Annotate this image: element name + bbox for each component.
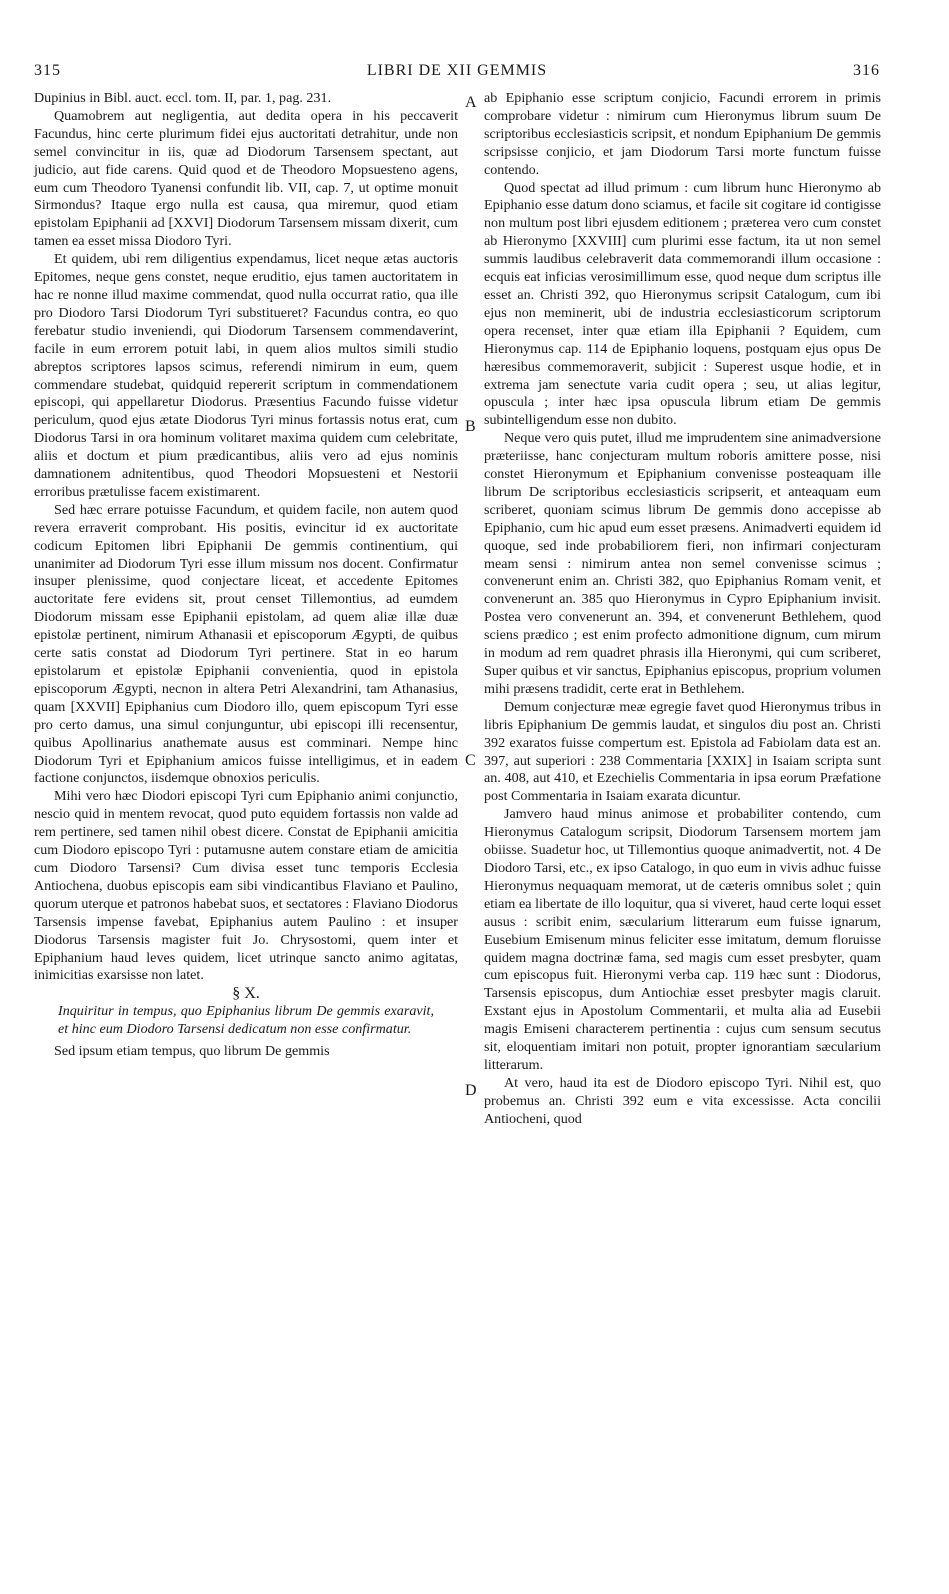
paragraph: Sed ipsum etiam tempus, quo librum De gemmis — [54, 1043, 330, 1060]
paragraph: Neque vero quis putet, illud me imprudentem sine animadversione præteriisse, hanc conjecturam multum roboris amittere posse, nisi constet Hieronymum et Epiphanium convenisse posteaquam ille librum De scriptoribus ecclesiasticis scripserit, et anteaquam eum scriberet, quoniam scimus librum De gemmis dono accepisse ab Epiphanio, cum hic apud eum esset præsens. Animadverti equidem id quoque, sed inde probabiliorem fieri, non infirmari conjecturam meam sensi : nimirum antea non semel convenisse scimus ; convenerunt enim an. Christi 382, quo Epiphanius Romam venit, et convenerunt an. 385 quo Hieronymus in Cypro Epiphanium invisit. Postea vero convenerunt an. 394, et convenerunt Bethlehem, quod sciens prædico ; est enim profecto admonitione dignum, cum mirum in modum ad rem quadret phrasis illa Hieronymi, qui cum scriberet, Super quibus et vir sanctus, Epiphanius episcopus, proprium volumen mihi præsens tradidit, certe erat in Bethlehem. — [484, 430, 881, 697]
paragraph: Et quidem, ubi rem diligentius expendamus, licet neque ætas auctoris Epitomes, neque gens constet, neque eruditio, ejus tamen auctoritatem in hac re nonne illud maxime commendat, quod nulla occurrat ratio, qua ille pro Diodoro Tarsi Diodorum Tyri substitueret? Facundus contra, eo quo ferebatur studio inveniendi, qui Diodorum Tarsensem commendaverint, facile in eum errorem potuit labi, in quem alios multos simili studio abreptos scriptores lapsos scimus, referendi nimirum in eum, quem commendare studebat, quidquid repererit scriptum in commendationem episcopi, qui appellaretur Diodorus. Præsentius Facundo fuisse videtur periculum, quod ejus ætate Diodorus Tyri minus fortassis notus erat, cum Diodorus Tarsi in ora hominum volitaret maxima quidem cum celebritate, aliis et doctum et pium prædicantibus, aliis vero ad ejus nominis damnationem adnitentibus, quod Theodori Mopsuesteni et Nestorii erroribus prætulisse facem existimarent. — [34, 251, 458, 500]
paragraph: ab Epiphanio esse scriptum conjicio, Facundi errorem in primis comprobare videtur : nimirum cum Hieronymus librum suum De scriptoribus ecclesiasticis scripsit, et nondum Epiphanium De gemmis scripsisse conjicio, et jam Diodorum Tarsi morte functum fuisse contendo. — [484, 90, 881, 178]
margin-letter-a: A — [465, 94, 477, 111]
paragraph: Quod spectat ad illud primum : cum librum hunc Hieronymo ab Epiphanio esse datum dono sciamus, et facile sit cogitare id contigisse non multum post libri ejusdem editionem ; præterea vero cum constet ab Hieronymo [XXVIII] cum plurimi esse factum, ita ut non semel summis laudibus celebraverit data commemorandi illum occasione : ecquis eat inficias verosimillimum esse, quod neque dum scriptus ille esset an. Christi 392, quo Hieronymus scripsit Catalogum, cum ibi ejus non meminerit, ubi de industria ecclesiasticorum scriptorum opera recenset, inter quæ etiam illa Epiphanii ? Equidem, cum Hieronymus cap. 114 de Epiphanio loquens, postquam ejus opus De hæresibus commemoraverit, subjicit : Superest usque hodie, et in extrema jam senectute varia cudit opera ; seu, ut alias legitur, opuscula ; inter hæc ipsa opuscula librum etiam De gemmis subintelligendum esse non dubito. — [484, 179, 881, 429]
paragraph: At vero, haud ita est de Diodoro episcopo Tyri. Nihil est, quo probemus an. Christi 392 eum e vita excessisse. Acta concilii Antiocheni, quod — [484, 1074, 881, 1127]
margin-letter-d: D — [465, 1082, 477, 1099]
page-number-right: 316 — [853, 62, 880, 79]
page-header — [34, 62, 880, 84]
paragraph: Jamvero haud minus animose et probabiliter contendo, cum Hieronymus Catalogum scripsit, Diodorum Tarsensem mortem jam obiisse. Suadetur hoc, ut Tillemontius quoque animadvertit, not. 4 De Diodoro Tarsi, etc., ex ipso Catalogo, in quo eum in vivis adhuc fuisse Hieronymus nequaquam memorat, ut de cæteris omnibus solet ; quin etiam ea libertate de illo loquitur, qua si viveret, haud certe loqui esset ausus : scribit enim, sæcularium litterarum eum fuisse ignarum, Eusebium Emisenum minus feliciter esse imitatum, demum floruisse quidem magna doctrinæ fama, sed magis cum esset presbyter, quam cum episcopus fuit. Hieronymi verba cap. 119 hæc sunt : Diodorus, Tarsensis episcopus, dum Antiochiæ esset presbyter magis claruit. Exstant ejus in Apostolum Commentarii, et multa alia ad Eusebii magis Emiseni characterem pertinentia : cujus cum sensum secutus sit, eloquentiam imitari non potuit, propter ignorantiam sæcularium litterarum. — [484, 806, 881, 1073]
running-title: LIBRI DE XII GEMMIS — [366, 62, 548, 79]
section-heading: § X. — [232, 985, 260, 1003]
paragraph: Quamobrem aut negligentia, aut dedita opera in his peccaverit Facundus, hinc certe plurimum fidei ejus auctoritati detrahitur, unde non semel convincitur in iis, quæ ad Diodorum Tarsensem spectant, aut judicio, aut fide carens. Quid quod et de Theodoro Mopsuesteno agens, eum cum Theodoro Tyanensi confundit lib. VII, cap. 7, ut optime monuit Sirmondus? Itaque ergo nulla est causa, qua miremur, quod etiam epistolam Epiphanii ad [XXVI] Diodorum Tarsensem missam dixerit, cum tamen ea esset missa Diodoro Tyri. — [34, 107, 458, 250]
margin-letter-c: C — [465, 752, 476, 769]
section-argument: Inquiritur in tempus, quo Epiphanius librum De gemmis exaravit, et hinc eum Diodoro Tarsensi dedicatum non esse confirmatur. — [58, 1003, 434, 1038]
left-column — [34, 90, 458, 1061]
paragraph: Demum conjecturæ meæ egregie favet quod Hieronymus tribus in libris Epiphanium De gemmis laudat, et singulos diu post an. Christi 392 exaratos fuisse compertum est. Epistola ad Fabiolam data est an. 397, aut superiori : 238 Commentaria [XXIX] in Isaiam scripta sunt an. 408, aut 410, et Ezechielis Commentaria in ipsa eorum Præfatione post Commentaria in Isaiam exarata dicuntur. — [484, 698, 881, 805]
page-number-left: 315 — [34, 62, 61, 79]
paragraph: Mihi vero hæc Diodori episcopi Tyri cum Epiphanio animi conjunctio, nescio quid in mentem revocat, quod puto equidem fortassis non valde ad rem pertinere, sed tamen nihil obest dicere. Constat de Epiphanii amicitia cum Diodoro episcopo Tyri : putamusne autem constare etiam de amicitia cum Diodoro Tarsensi? Cum divisa esset tunc temporis Ecclesia Antiochena, duobus episcopis eam sibi vindicantibus Flaviano et Paulino, quorum uterque et patronos habebat suos, et sectatores : Flaviano Diodorus Tarsensis impense favebat, Epiphanius autem Paulino : et insuper Diodorus Tarsensis magister fuit Jo. Chrysostomi, quem inter et Epiphanium haud leves quidem, licet utrinque sancto animo agitatas, inimicitias exarsisse non latet. — [34, 788, 458, 984]
paragraph: Dupinius in Bibl. auct. eccl. tom. II, par. 1, pag. 231. — [34, 90, 332, 106]
right-column — [484, 90, 881, 1129]
margin-letter-b: B — [465, 418, 476, 435]
paragraph: Sed hæc errare potuisse Facundum, et quidem facile, non autem quod revera erraverit comprobant. His positis, evincitur id ex auctoritate codicum Epitomen libri Epiphanii De gemmis continentium, qui unanimiter ad Diodorum Tyri esse illum missum nos docent. Confirmatur insuper plenissime, quod conjectare liceat, et accedente Epitomes auctoritate fere evidens sit, prout censet Tillemontius, ad eumdem Diodorum missam esse Epiphanii epistolam, ad quem aliæ illæ duæ epistolæ pertinent, nimirum Athanasii et episcoporum Ægypti, de quibus certe satis constat ad Diodorum Tyri pertinere. Stat in eo harum epistolarum et epistolæ Epiphanii convenientia, quod in epistola episcoporum Ægypti, necnon in altera Petri Alexandrini, tam Athanasius, quam [XXVII] Epiphanius cum Diodoro illo, quem episcopum Tyri esse pro certo damus, una simul conjunguntur, ubi episcopi illi recensentur, quibus Apollinarius anathemate ausus est comminari. Nempe hinc Diodorum Tyri et Epiphanium amicos fuisse intelligimus, et in eadem factione conjunctos, iisdemque obnoxios periculis. — [34, 501, 458, 787]
